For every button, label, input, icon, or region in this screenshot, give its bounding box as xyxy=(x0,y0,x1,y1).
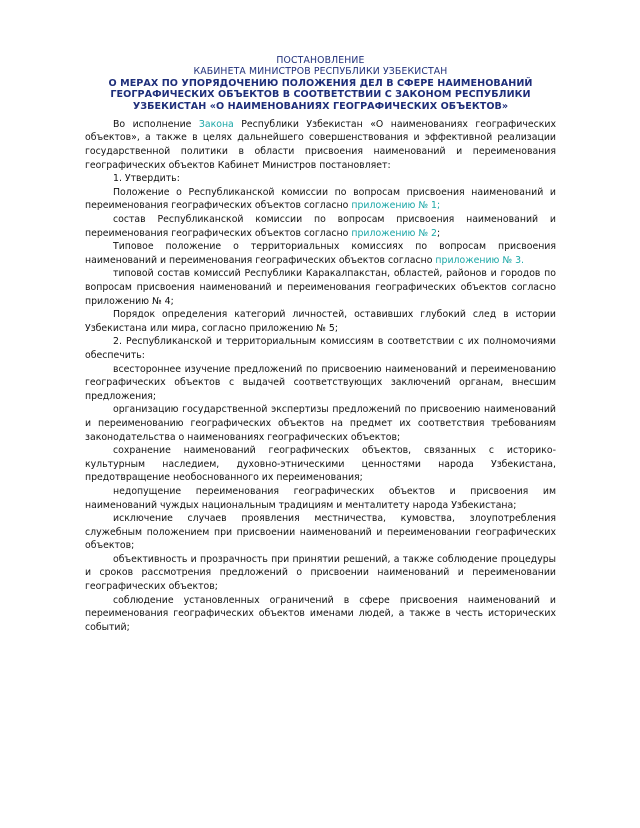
paragraph-izuchenie: всестороннее изучение предложений по присвоению наименований и переименованию географических объектов с выдачей соответствующих заключений органам, внесшим предложения; xyxy=(85,363,556,402)
appendix-1-link[interactable]: приложению № 1 xyxy=(351,200,437,212)
law-link[interactable]: Закона xyxy=(198,118,234,130)
paragraph-isklyuchenie: исключение случаев проявления местничества, кумовства, злоупотребления служебным положением при присвоении наименований и переименовании географических объектов; xyxy=(85,513,556,552)
paragraph-polozhenie xyxy=(85,186,556,213)
paragraph-poryadok: Порядок определения категорий личностей, оставивших глубокий след в истории Узбекистана или мира, согласно приложению № 5; xyxy=(85,309,556,334)
title-line-4: ГЕОГРАФИЧЕСКИХ ОБЪЕКТОВ В СООТВЕТСТВИИ С ЗАКОНОМ РЕСПУБЛИКИ xyxy=(110,89,531,101)
paragraph-sostav xyxy=(85,213,556,240)
paragraph-tipovoe-polozhenie xyxy=(85,240,556,267)
paragraph-ekspertiza: организацию государственной экспертизы предложений по присвоению наименований и переименованию географических объектов на предмет их соответствия требованиям законодательства о наименованиях географических объектов; xyxy=(85,404,556,443)
title-line-1: ПОСТАНОВЛЕНИЕ xyxy=(276,55,365,66)
title-line-3: О МЕРАХ ПО УПОРЯДОЧЕНИЮ ПОЛОЖЕНИЯ ДЕЛ В СФЕРЕ НАИМЕНОВАНИЙ xyxy=(108,77,533,89)
title-line-2: КАБИНЕТА МИНИСТРОВ РЕСПУБЛИКИ УЗБЕКИСТАН xyxy=(193,65,448,77)
polozhenie-text-after: ; xyxy=(437,200,441,212)
paragraph-nedopushchenie: недопущение переименования географических объектов и присвоения им наименований чуждых национальным традициям и менталитету народа Узбекистана; xyxy=(85,485,556,511)
title-line-5: УЗБЕКИСТАН «О НАИМЕНОВАНИЯХ ГЕОГРАФИЧЕСКИХ ОБЪЕКТОВ» xyxy=(132,100,509,112)
appendix-3-link[interactable]: приложению № 3 xyxy=(435,254,522,266)
paragraph-soblyudenie: соблюдение установленных ограничений в сфере присвоения наименований и переименования географических объектов именами людей, а также в честь исторических событий; xyxy=(85,594,556,633)
tipovoe-text-before: Типовое положение о территориальных комиссиях по вопросам присвоения наименований и переименования географических объектов согласно xyxy=(85,241,556,266)
preamble-text-after: Республики Узбекистан «О наименованиях географических объектов», а также в целях дальнейшего совершенствования и эффективной реализации государственной политики в области присвоения наименований и переименования географических объектов Кабинет Министров постановляет: xyxy=(85,118,556,171)
paragraph-obektivnost: объективность и прозрачность при принятии решений, а также соблюдение процедуры и сроков рассмотрения предложений о присвоении наименований и переименовании географических объектов; xyxy=(85,553,556,593)
paragraph-sohranenie: сохранение наименований географических объектов, связанных с историко-культурным наследием, духовно-этническими ценностями народа Узбекистана, предотвращение необоснованного их переименования; xyxy=(85,445,556,484)
preamble-text-before: Во исполнение xyxy=(113,118,199,130)
paragraph-preamble xyxy=(85,118,556,172)
tipovoe-text-after: . xyxy=(521,254,525,266)
sostav-text-before: состав Республиканской комиссии по вопросам присвоения наименований и переименования географических объектов согласно xyxy=(85,214,556,239)
paragraph-item-1: 1. Утвердить: xyxy=(113,173,180,185)
polozhenie-text-before: Положение о Республиканской комиссии по вопросам присвоения наименований и переименования географических объектов согласно xyxy=(85,186,556,212)
document-title xyxy=(71,56,570,112)
paragraph-tipovoy-sostav: типовой состав комиссий Республики Каракалпакстан, областей, районов и городов по вопросам присвоения наименований и переименования географических объектов согласно приложению № 4; xyxy=(85,268,556,307)
sostav-text-after: ; xyxy=(437,227,441,239)
appendix-2-link[interactable]: приложению № 2 xyxy=(351,227,437,239)
paragraph-item-2: 2. Республиканской и территориальным комиссиям в соответствии с их полномочиями обеспечить: xyxy=(85,336,556,361)
document-body xyxy=(85,118,556,635)
